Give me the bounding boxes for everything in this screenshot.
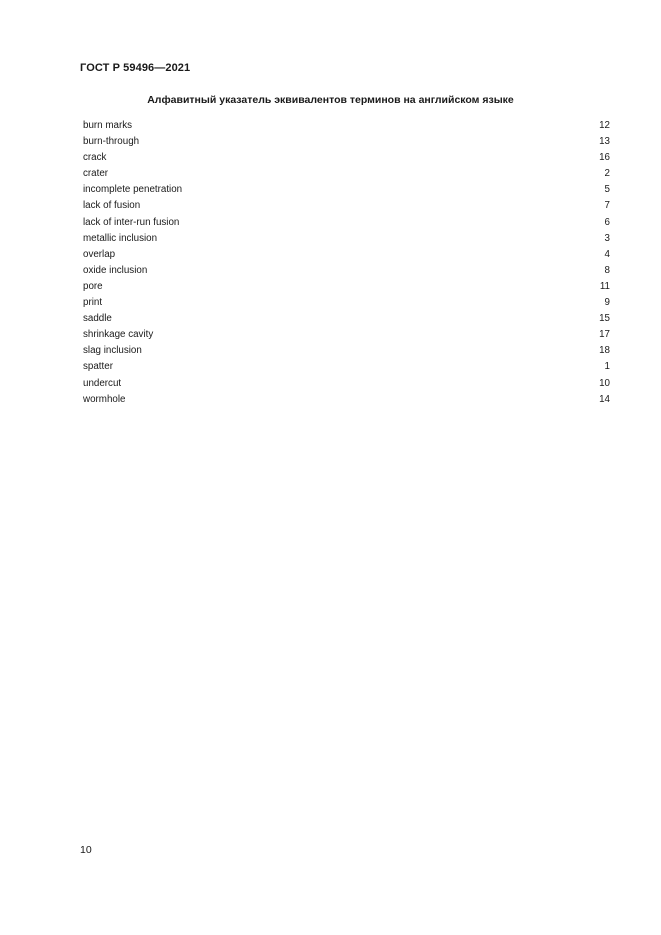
index-entry (83, 247, 610, 263)
index-ref-number: 3 (604, 232, 610, 244)
index-entry (83, 359, 610, 375)
index-entry (83, 118, 610, 134)
index-term: burn-through (83, 136, 140, 148)
page-number: 10 (80, 844, 92, 856)
index-term: oxide inclusion (83, 264, 148, 276)
index-entry (83, 198, 610, 214)
index-entry (83, 311, 610, 327)
index-entry (83, 279, 610, 295)
index-ref-number: 7 (604, 200, 610, 212)
index-term: burn marks (83, 120, 132, 131)
index-term: overlap (83, 248, 116, 260)
index-ref-number: 12 (599, 120, 610, 131)
index-ref-number: 4 (604, 248, 610, 260)
index-term: crater (83, 168, 109, 180)
index-term: crack (83, 152, 107, 164)
index-ref-number: 11 (599, 280, 610, 292)
index-title: Алфавитный указатель эквивалентов терминов на английском языке (147, 94, 514, 106)
index-ref-number: 15 (599, 313, 610, 325)
index-entry (83, 295, 610, 311)
index-entry (83, 231, 610, 247)
index-entry (83, 150, 610, 166)
index-term: saddle (83, 313, 112, 325)
index-entry (83, 182, 610, 198)
index-term: pore (83, 280, 103, 292)
index-term: incomplete penetration (83, 184, 183, 196)
index-term: shrinkage cavity (83, 329, 154, 341)
index-term: lack of inter-run fusion (83, 216, 180, 228)
standard-code-header: ГОСТ Р 59496—2021 (80, 62, 191, 74)
index-ref-number: 18 (599, 345, 610, 357)
index-term: slag inclusion (83, 345, 142, 357)
index-term: print (83, 297, 103, 309)
index-entry (83, 166, 610, 182)
index-term: lack of fusion (83, 200, 141, 212)
index-term: undercut (83, 377, 122, 389)
index-entry (83, 263, 610, 279)
index-ref-number: 16 (599, 152, 610, 164)
index-ref-number: 10 (599, 377, 610, 389)
index-ref-number: 17 (599, 329, 610, 341)
index-term: wormhole (83, 393, 126, 405)
index-entry (83, 327, 610, 343)
index-ref-number: 9 (604, 297, 610, 309)
index-term: spatter (83, 361, 113, 373)
index-entry (83, 134, 610, 150)
index-ref-number: 5 (604, 184, 610, 196)
index-entry (83, 376, 610, 392)
index-term: metallic inclusion (83, 232, 158, 244)
index-ref-number: 6 (604, 216, 610, 228)
index-entry (83, 215, 610, 231)
index-entry (83, 392, 610, 408)
index-ref-number: 8 (604, 264, 610, 276)
index-ref-number: 14 (599, 393, 610, 405)
index-ref-number: 1 (604, 361, 610, 373)
index-ref-number: 13 (599, 136, 610, 148)
term-index-list (83, 118, 610, 408)
index-ref-number: 2 (604, 168, 610, 180)
index-entry (83, 343, 610, 359)
